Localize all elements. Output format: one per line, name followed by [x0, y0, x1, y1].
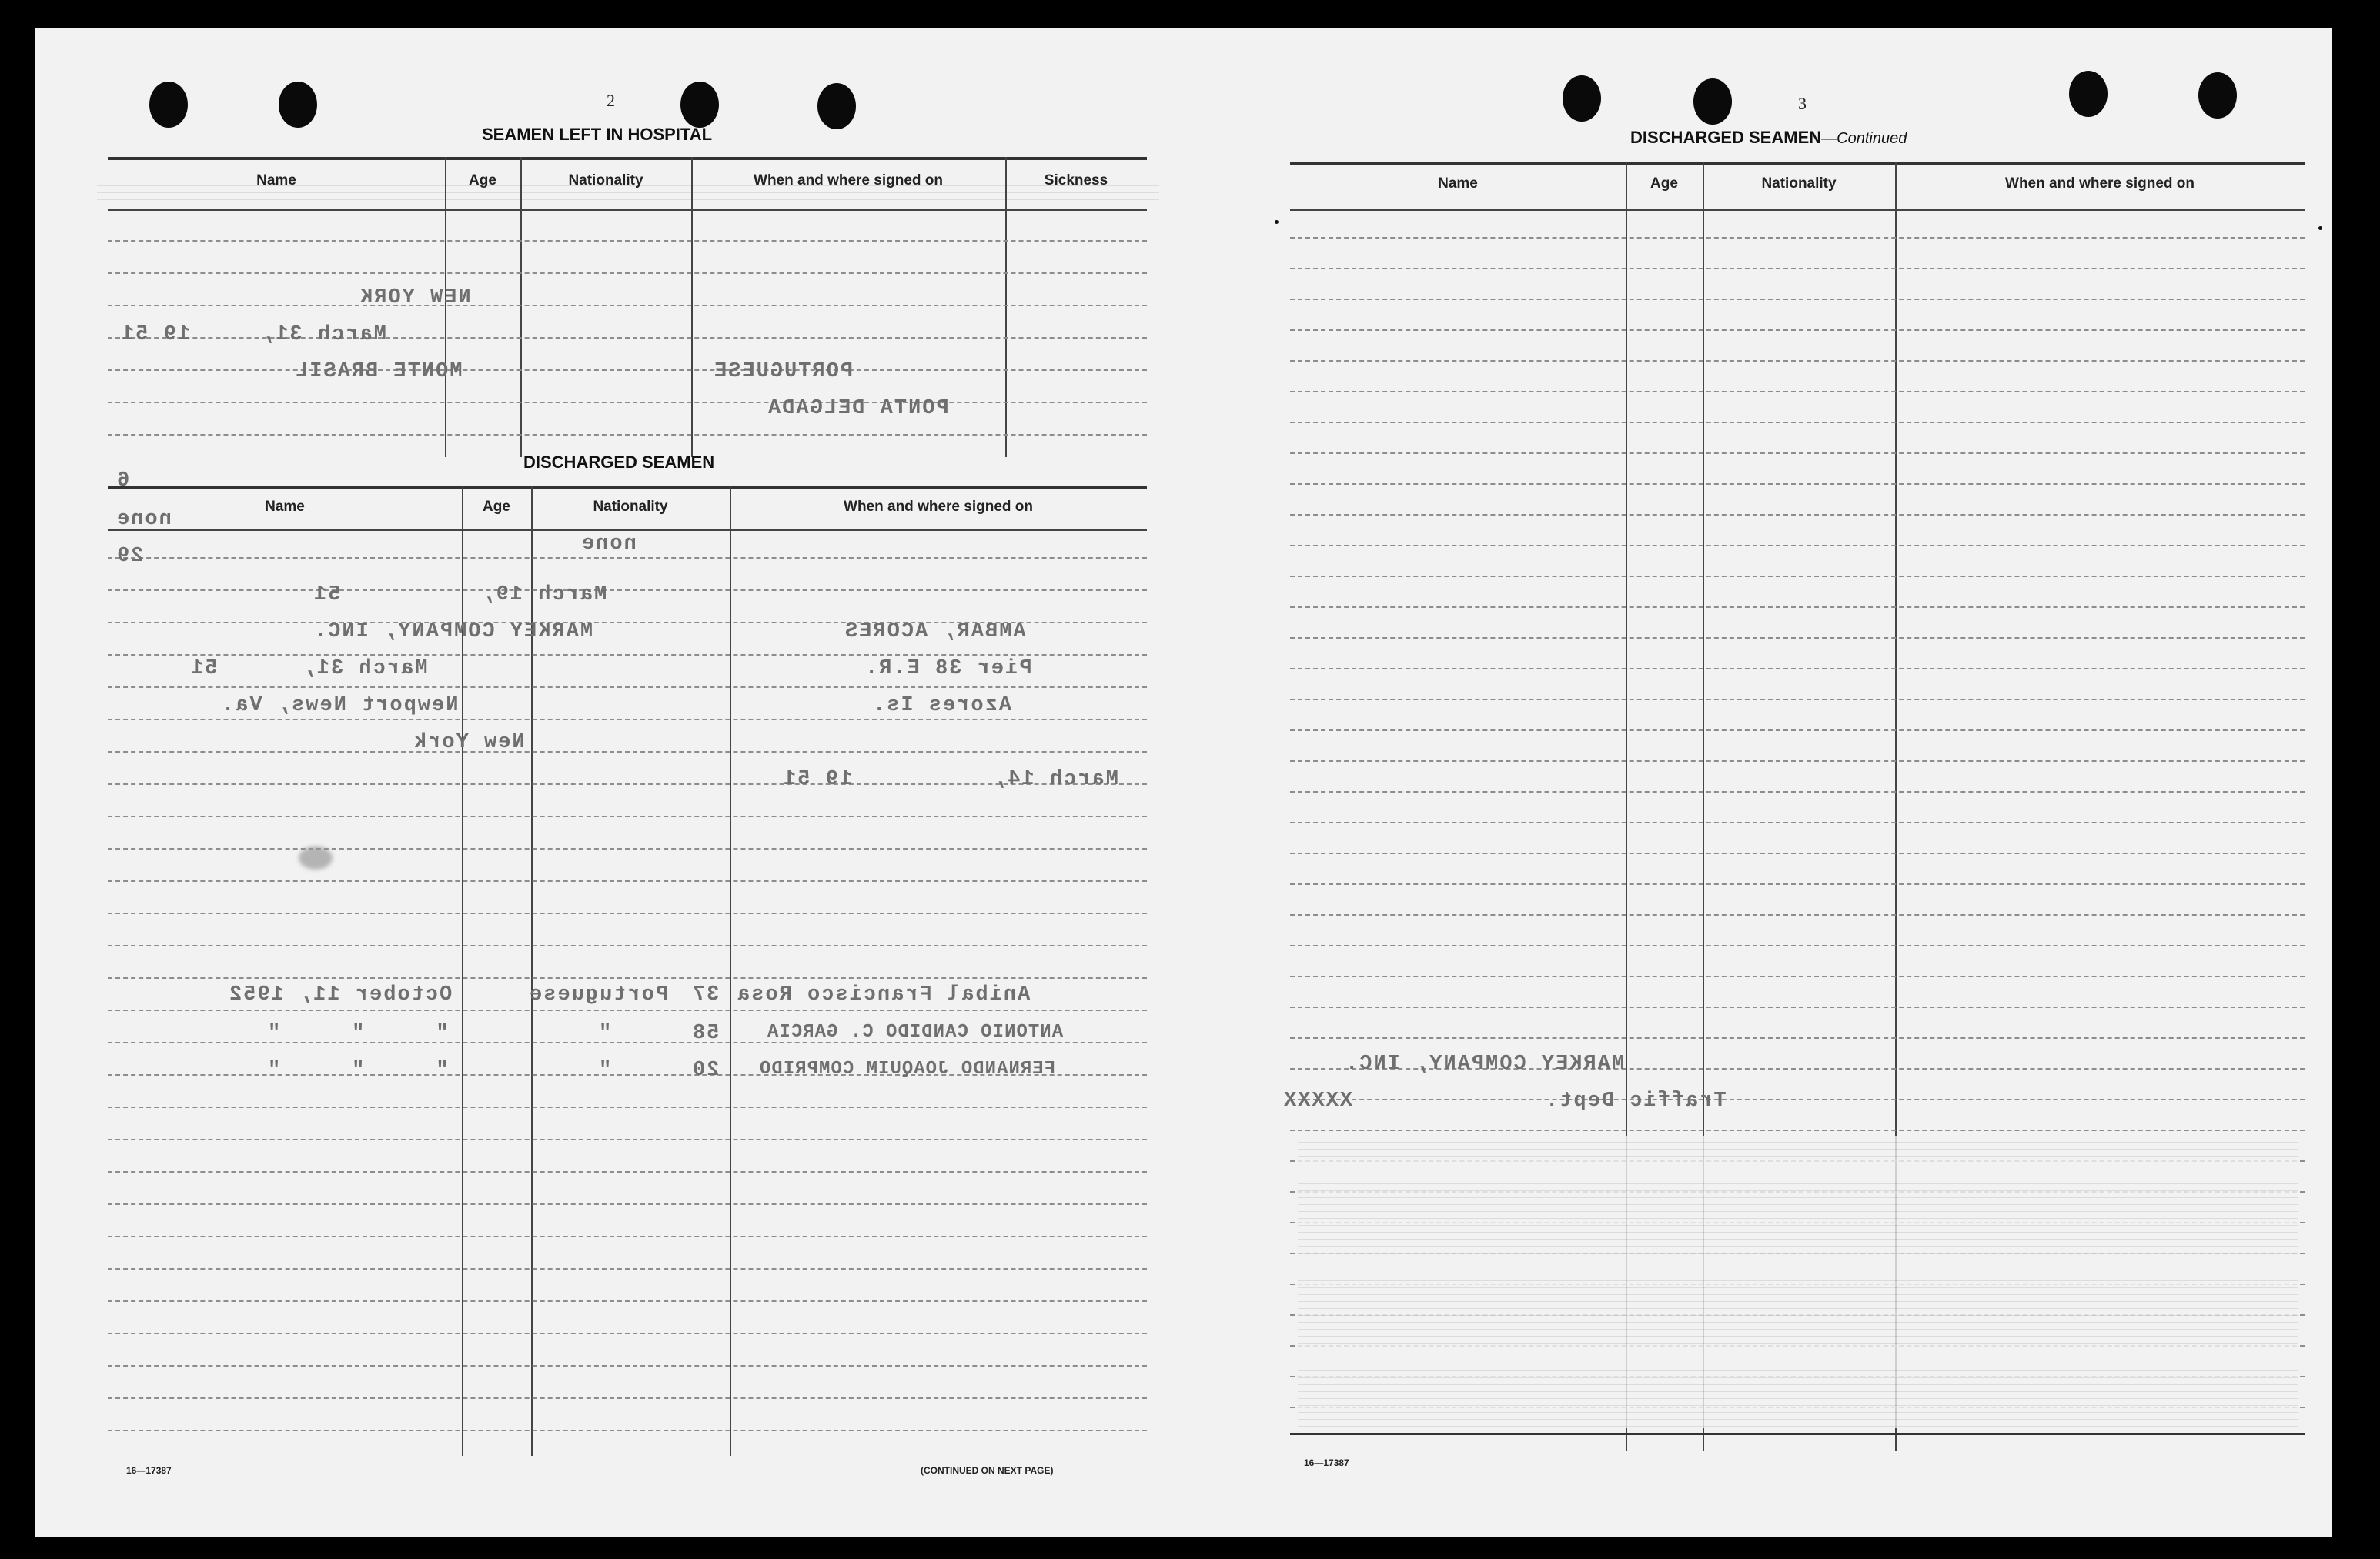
column-header-nationality: Nationality — [1761, 175, 1837, 192]
entry-name: ANTONIO CANDIDO C. GARCIA — [767, 1022, 1064, 1043]
offset-text: XXXXX — [1282, 1090, 1353, 1113]
hospital-section-title: SEAMEN LEFT IN HOSPITAL — [482, 125, 713, 144]
offset-text: March 31, 19 51 — [120, 323, 386, 346]
offset-text: Azores Is. — [871, 694, 1012, 717]
entry-age: 58 — [691, 1022, 720, 1045]
form-code: 16—17387 — [126, 1465, 172, 1476]
punch-hole — [817, 83, 856, 129]
document-spread — [35, 28, 2332, 1537]
entry-name: FERNANDO JOAQUIM COMPRIDO — [759, 1059, 1056, 1080]
punch-hole — [149, 82, 188, 128]
ink-dot — [2318, 226, 2322, 230]
title-text: DISCHARGED SEAMEN — [1630, 128, 1822, 147]
offset-text: 6 — [115, 469, 130, 492]
offset-text: MARKEY COMPANY, INC. — [1344, 1053, 1625, 1076]
punch-hole — [279, 82, 317, 128]
offset-text: 29 — [115, 545, 144, 568]
column-header-age: Age — [483, 499, 510, 515]
entry-age: 37 — [691, 983, 720, 1007]
entry-signed-on: October 11, 1952 — [228, 983, 453, 1007]
column-header-sickness: Sickness — [1044, 172, 1108, 189]
ink-smudge — [299, 846, 333, 870]
continued-note: (CONTINUED ON NEXT PAGE) — [921, 1465, 1054, 1476]
hospital-table — [108, 157, 1147, 459]
page-number: 2 — [607, 91, 615, 110]
left-page — [35, 28, 1205, 1537]
entry-name: Anibal Francisco Rosa — [736, 983, 1031, 1007]
punch-hole — [1693, 78, 1732, 125]
offset-text: March 31, 51 — [189, 657, 428, 680]
entry-signed-on: " " " — [266, 1059, 449, 1082]
offset-text: none — [580, 532, 637, 556]
punch-hole — [2198, 72, 2237, 119]
column-header-signed-on: When and where signed on — [844, 499, 1033, 515]
offset-text: March 14, 19 51 — [782, 768, 1118, 791]
offset-text: March 19, 51 — [313, 583, 607, 606]
punch-hole — [1563, 75, 1601, 122]
punch-hole — [2069, 71, 2108, 117]
column-header-signed-on: When and where signed on — [754, 172, 943, 189]
column-header-nationality: Nationality — [568, 172, 643, 189]
entry-nationality: Portuguese — [528, 983, 669, 1007]
offset-text: MARKEY COMPANY, INC. — [313, 620, 593, 643]
offset-text: PONTA DELGADA — [767, 397, 949, 420]
column-header-age: Age — [469, 172, 496, 189]
offset-text: NEW YORK — [359, 286, 471, 309]
column-header-name: Name — [256, 172, 296, 189]
punch-hole — [680, 82, 719, 128]
bleed-through-text — [1298, 1136, 2298, 1428]
column-header-nationality: Nationality — [593, 499, 668, 515]
title-suffix: —Continued — [1821, 130, 1907, 147]
offset-text: Newport News, Va. — [220, 694, 459, 717]
ink-dot — [1275, 220, 1279, 224]
column-header-name: Name — [265, 499, 305, 515]
form-code: 16—17387 — [1304, 1457, 1349, 1468]
column-header-name: Name — [1438, 175, 1478, 192]
discharged-section-title: DISCHARGED SEAMEN — [523, 452, 715, 472]
entry-age: 20 — [691, 1059, 720, 1082]
offset-text: none — [115, 508, 172, 531]
offset-text: New York — [413, 731, 525, 754]
offset-text: Pier 38 E.R. — [864, 657, 1032, 680]
discharged-continued-title — [1630, 128, 1907, 148]
entry-nationality: " — [597, 1059, 612, 1082]
entry-nationality: " — [597, 1022, 612, 1045]
offset-text: AMBAR, ACORES — [844, 620, 1026, 643]
right-page — [1205, 28, 2332, 1537]
offset-text: MONTE BRASIL — [294, 360, 463, 383]
entry-signed-on: " " " — [266, 1022, 449, 1045]
offset-text: PORTUGUESE — [713, 360, 854, 383]
column-header-signed-on: When and where signed on — [2005, 175, 2194, 192]
offset-text: Traffic Dept. — [1544, 1090, 1727, 1113]
column-header-age: Age — [1650, 175, 1678, 192]
page-number: 3 — [1798, 94, 1807, 113]
